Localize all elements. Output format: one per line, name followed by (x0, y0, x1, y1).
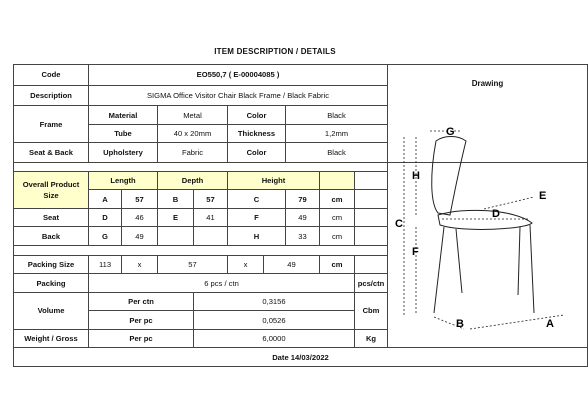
back-unit: cm (320, 227, 355, 246)
volume-label: Volume (14, 292, 89, 329)
packing-size-unit: cm (320, 255, 355, 274)
seat-e-letter: E (158, 208, 194, 227)
weight-unit: Kg (355, 329, 388, 348)
material-label: Material (89, 106, 158, 125)
chair-leg-back-left (456, 229, 462, 293)
seat-height-value: 49 (286, 208, 320, 227)
back-length-value: 49 (122, 227, 158, 246)
height-header: Height (228, 171, 320, 190)
seat-length-value: 46 (122, 208, 158, 227)
packing-size-label: Packing Size (14, 255, 89, 274)
letter-g: G (446, 126, 455, 138)
chair-leg-front-right (530, 225, 534, 313)
thickness-label: Thickness (228, 124, 286, 143)
packing-size-row: Packing Size 113 x 57 x 49 cm (14, 255, 588, 274)
drawing-label: Drawing (471, 79, 504, 88)
overall-c-letter: C (228, 190, 286, 209)
chair-leg-back-right (518, 227, 520, 295)
depth-header: Depth (158, 171, 228, 190)
length-header: Length (89, 171, 158, 190)
overall-a-letter: A (89, 190, 122, 209)
description-label: Description (14, 85, 89, 106)
volume-per-ctn-label: Per ctn (89, 292, 194, 311)
chair-backrest (432, 137, 466, 216)
packing-unit: pcs/ctn (355, 274, 388, 293)
weight-per-pc-label: Per pc (89, 329, 194, 348)
packing-depth: 57 (158, 255, 228, 274)
code-value: EO550,7 ( E-00004085 ) (89, 65, 388, 86)
seat-color-label: Color (228, 143, 286, 163)
seat-color-value: Black (286, 143, 388, 163)
overall-height-value: 79 (286, 190, 320, 209)
volume-unit: Cbm (355, 292, 388, 329)
weight-value: 6,0000 (194, 329, 355, 348)
back-h-letter: H (228, 227, 286, 246)
letter-h: H (412, 170, 420, 182)
chair-leg-front-left (434, 227, 444, 313)
letter-c: C (395, 218, 403, 230)
drawing-cell (388, 65, 588, 330)
seat-f-letter: F (228, 208, 286, 227)
frame-color-label: Color (228, 106, 286, 125)
frame-color-value: Black (286, 106, 388, 125)
code-label: Code (14, 65, 89, 86)
tube-value: 40 x 20mm (158, 124, 228, 143)
overall-depth-value: 57 (194, 190, 228, 209)
date-row (14, 348, 588, 367)
volume-per-pc-label: Per pc (89, 311, 194, 330)
letter-a: A (546, 318, 554, 330)
chair-seat (438, 210, 532, 229)
code-row (14, 65, 588, 86)
chair-drawing (394, 123, 582, 333)
seat-d-letter: D (89, 208, 122, 227)
back-label: Back (14, 227, 89, 246)
packing-value: 6 pcs / ctn (89, 274, 355, 293)
overall-unit: cm (320, 190, 355, 209)
overall-b-letter: B (158, 190, 194, 209)
dimension-lines (404, 131, 564, 329)
document-title: ITEM DESCRIPTION / DETAILS (214, 47, 336, 56)
seat-back-label: Seat & Back (14, 143, 89, 163)
packing-length: 113 (89, 255, 122, 274)
seat-unit: cm (320, 208, 355, 227)
letter-f: F (412, 246, 419, 258)
document-date: Date 14/03/2022 (14, 348, 588, 367)
letter-d: D (492, 208, 500, 220)
description-value: SIGMA Office Visitor Chair Black Frame / Black Fabric (89, 85, 388, 106)
frame-label: Frame (14, 106, 89, 143)
back-g-letter: G (89, 227, 122, 246)
back-height-value: 33 (286, 227, 320, 246)
overall-length-value: 57 (122, 190, 158, 209)
packing-height: 49 (264, 255, 320, 274)
upholstery-label: Upholstery (89, 143, 158, 163)
chair-outline (432, 137, 534, 314)
volume-per-pc-value: 0,0526 (194, 311, 355, 330)
material-value: Metal (158, 106, 228, 125)
seat-label: Seat (14, 208, 89, 227)
seat-depth-value: 41 (194, 208, 228, 227)
tube-label: Tube (89, 124, 158, 143)
volume-per-ctn-value: 0,3156 (194, 292, 355, 311)
thickness-value: 1,2mm (286, 124, 388, 143)
letter-e: E (539, 190, 547, 202)
weight-label: Weight / Gross (14, 329, 89, 348)
upholstery-value: Fabric (158, 143, 228, 163)
letter-b: B (456, 318, 464, 330)
spec-table (13, 64, 588, 367)
packing-label: Packing (14, 274, 89, 293)
overall-size-label: Overall Product Size (14, 171, 89, 208)
